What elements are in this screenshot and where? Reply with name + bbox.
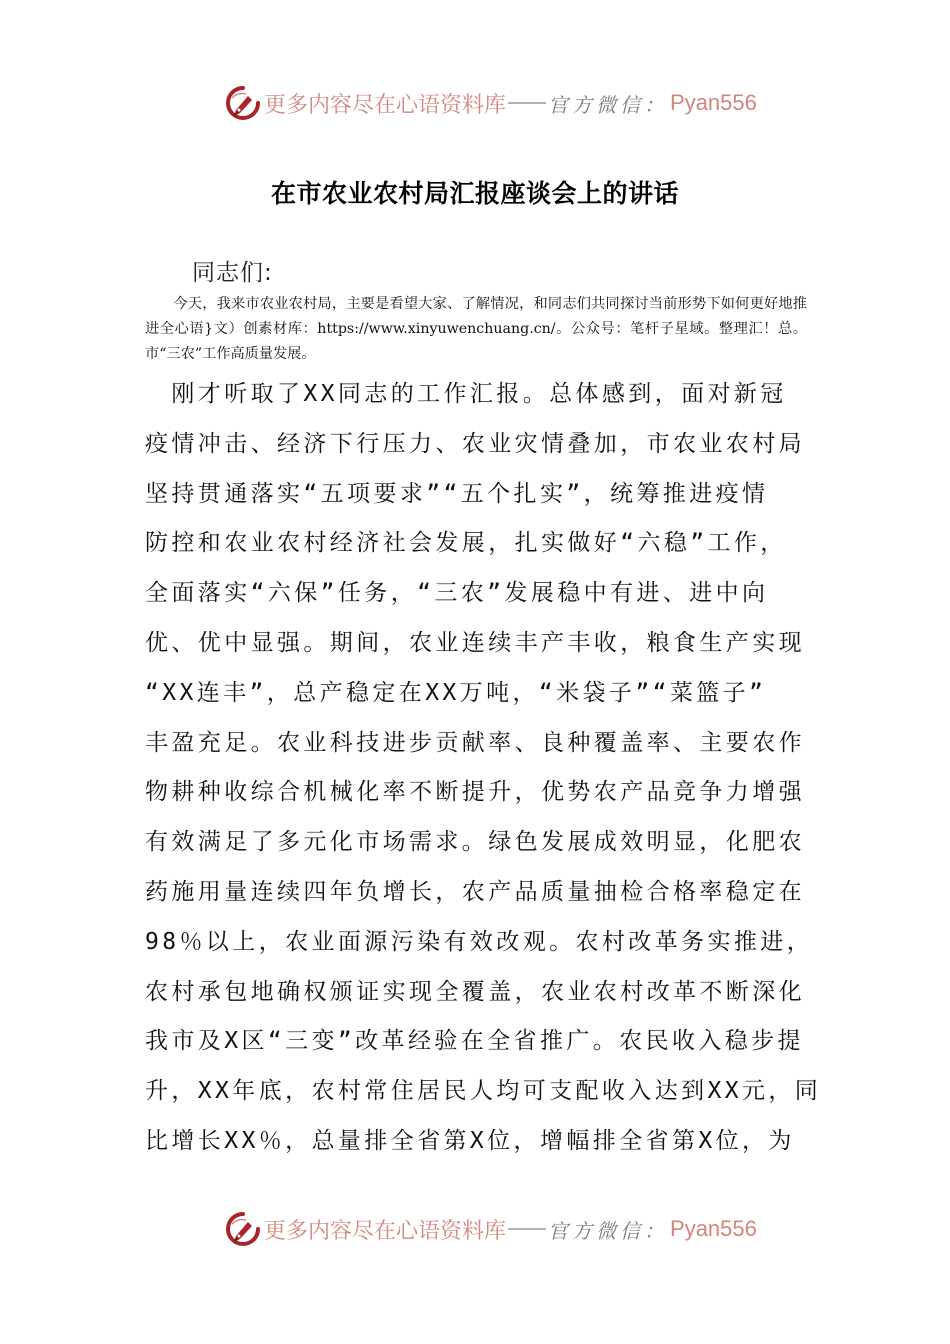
watermark-dash-divider bbox=[508, 1228, 546, 1230]
header-watermark bbox=[226, 83, 757, 123]
body-line: “XX连丰”，总产稳定在XX万吨，“米袋子”“菜篮子” bbox=[145, 679, 767, 706]
body-line: 98％以上，农业面源污染有效改观。农村改革务实推进， bbox=[145, 928, 814, 955]
watermark-wechat-id: Pyan556 bbox=[670, 1216, 757, 1241]
body-line: 有效满足了多元化市场需求。绿色发展成效明显，化肥农 bbox=[145, 829, 805, 856]
pen-nib-logo-icon bbox=[226, 1212, 260, 1246]
body-line: 优、优中显强。期间，农业连续丰产丰收，粮食生产实现 bbox=[145, 629, 805, 656]
body-paragraph bbox=[145, 370, 822, 1167]
body-line: 升，XX年底，农村常住居民人均可支配收入达到XX元，同 bbox=[145, 1078, 822, 1105]
intro-paragraph: 今天，我来市农业农村局，主要是看望大家、了解情况，和同志们共同探讨当前形势下如何更好地推进全心语}文）创素材库：https://www.xinyuwenchuang.cn/。公众号：笔杆子星域。整理汇！总。市“三农”工作高质量发展。 bbox=[145, 296, 807, 362]
body-line: 农村承包地确权颁证实现全覆盖，农业农村改革不断深化 bbox=[145, 978, 805, 1005]
body-line: 药施用量连续四年负增长，农产品质量抽检合格率稳定在 bbox=[145, 878, 805, 905]
document-title: 在市农业农村局汇报座谈会上的讲话 bbox=[270, 179, 679, 208]
body-line: 防控和农业农村经济社会发展，扎实做好“六稳”工作， bbox=[145, 530, 787, 557]
body-line: 全面落实“六保”任务，“三农”发展稳中有进、进中向 bbox=[145, 580, 769, 607]
watermark-wechat-label: 官方微信： bbox=[548, 92, 669, 117]
body-line: 坚持贯通落实“五项要求”“五个扎实”，统筹推进疫情 bbox=[145, 480, 769, 507]
pen-nib-logo-icon bbox=[226, 86, 260, 120]
salutation: 同志们: bbox=[192, 260, 273, 286]
body-line: 刚才听取了XX同志的工作汇报。总体感到，面对新冠 bbox=[145, 381, 787, 407]
body-line: 疫情冲击、经济下行压力、农业灾情叠加，市农业农村局 bbox=[145, 430, 805, 457]
watermark-dash-divider bbox=[508, 102, 546, 104]
watermark-wechat-label: 官方微信： bbox=[548, 1218, 669, 1243]
body-line: 丰盈充足。农业科技进步贡献率、良种覆盖率、主要农作 bbox=[145, 729, 805, 756]
watermark-library-text: 更多内容尽在心语资料库 bbox=[264, 92, 507, 118]
body-line: 比增长XX％，总量排全省第X位，增幅排全省第X位，为 bbox=[145, 1127, 795, 1154]
body-line: 物耕种收综合机械化率不断提升，优势农产品竞争力增强 bbox=[145, 779, 805, 806]
footer-watermark bbox=[226, 1209, 757, 1249]
body-line: 我市及X区“三变”改革经验在全省推广。农民收入稳步提 bbox=[145, 1028, 804, 1055]
watermark-library-text: 更多内容尽在心语资料库 bbox=[264, 1218, 507, 1244]
watermark-wechat-id: Pyan556 bbox=[670, 90, 757, 115]
